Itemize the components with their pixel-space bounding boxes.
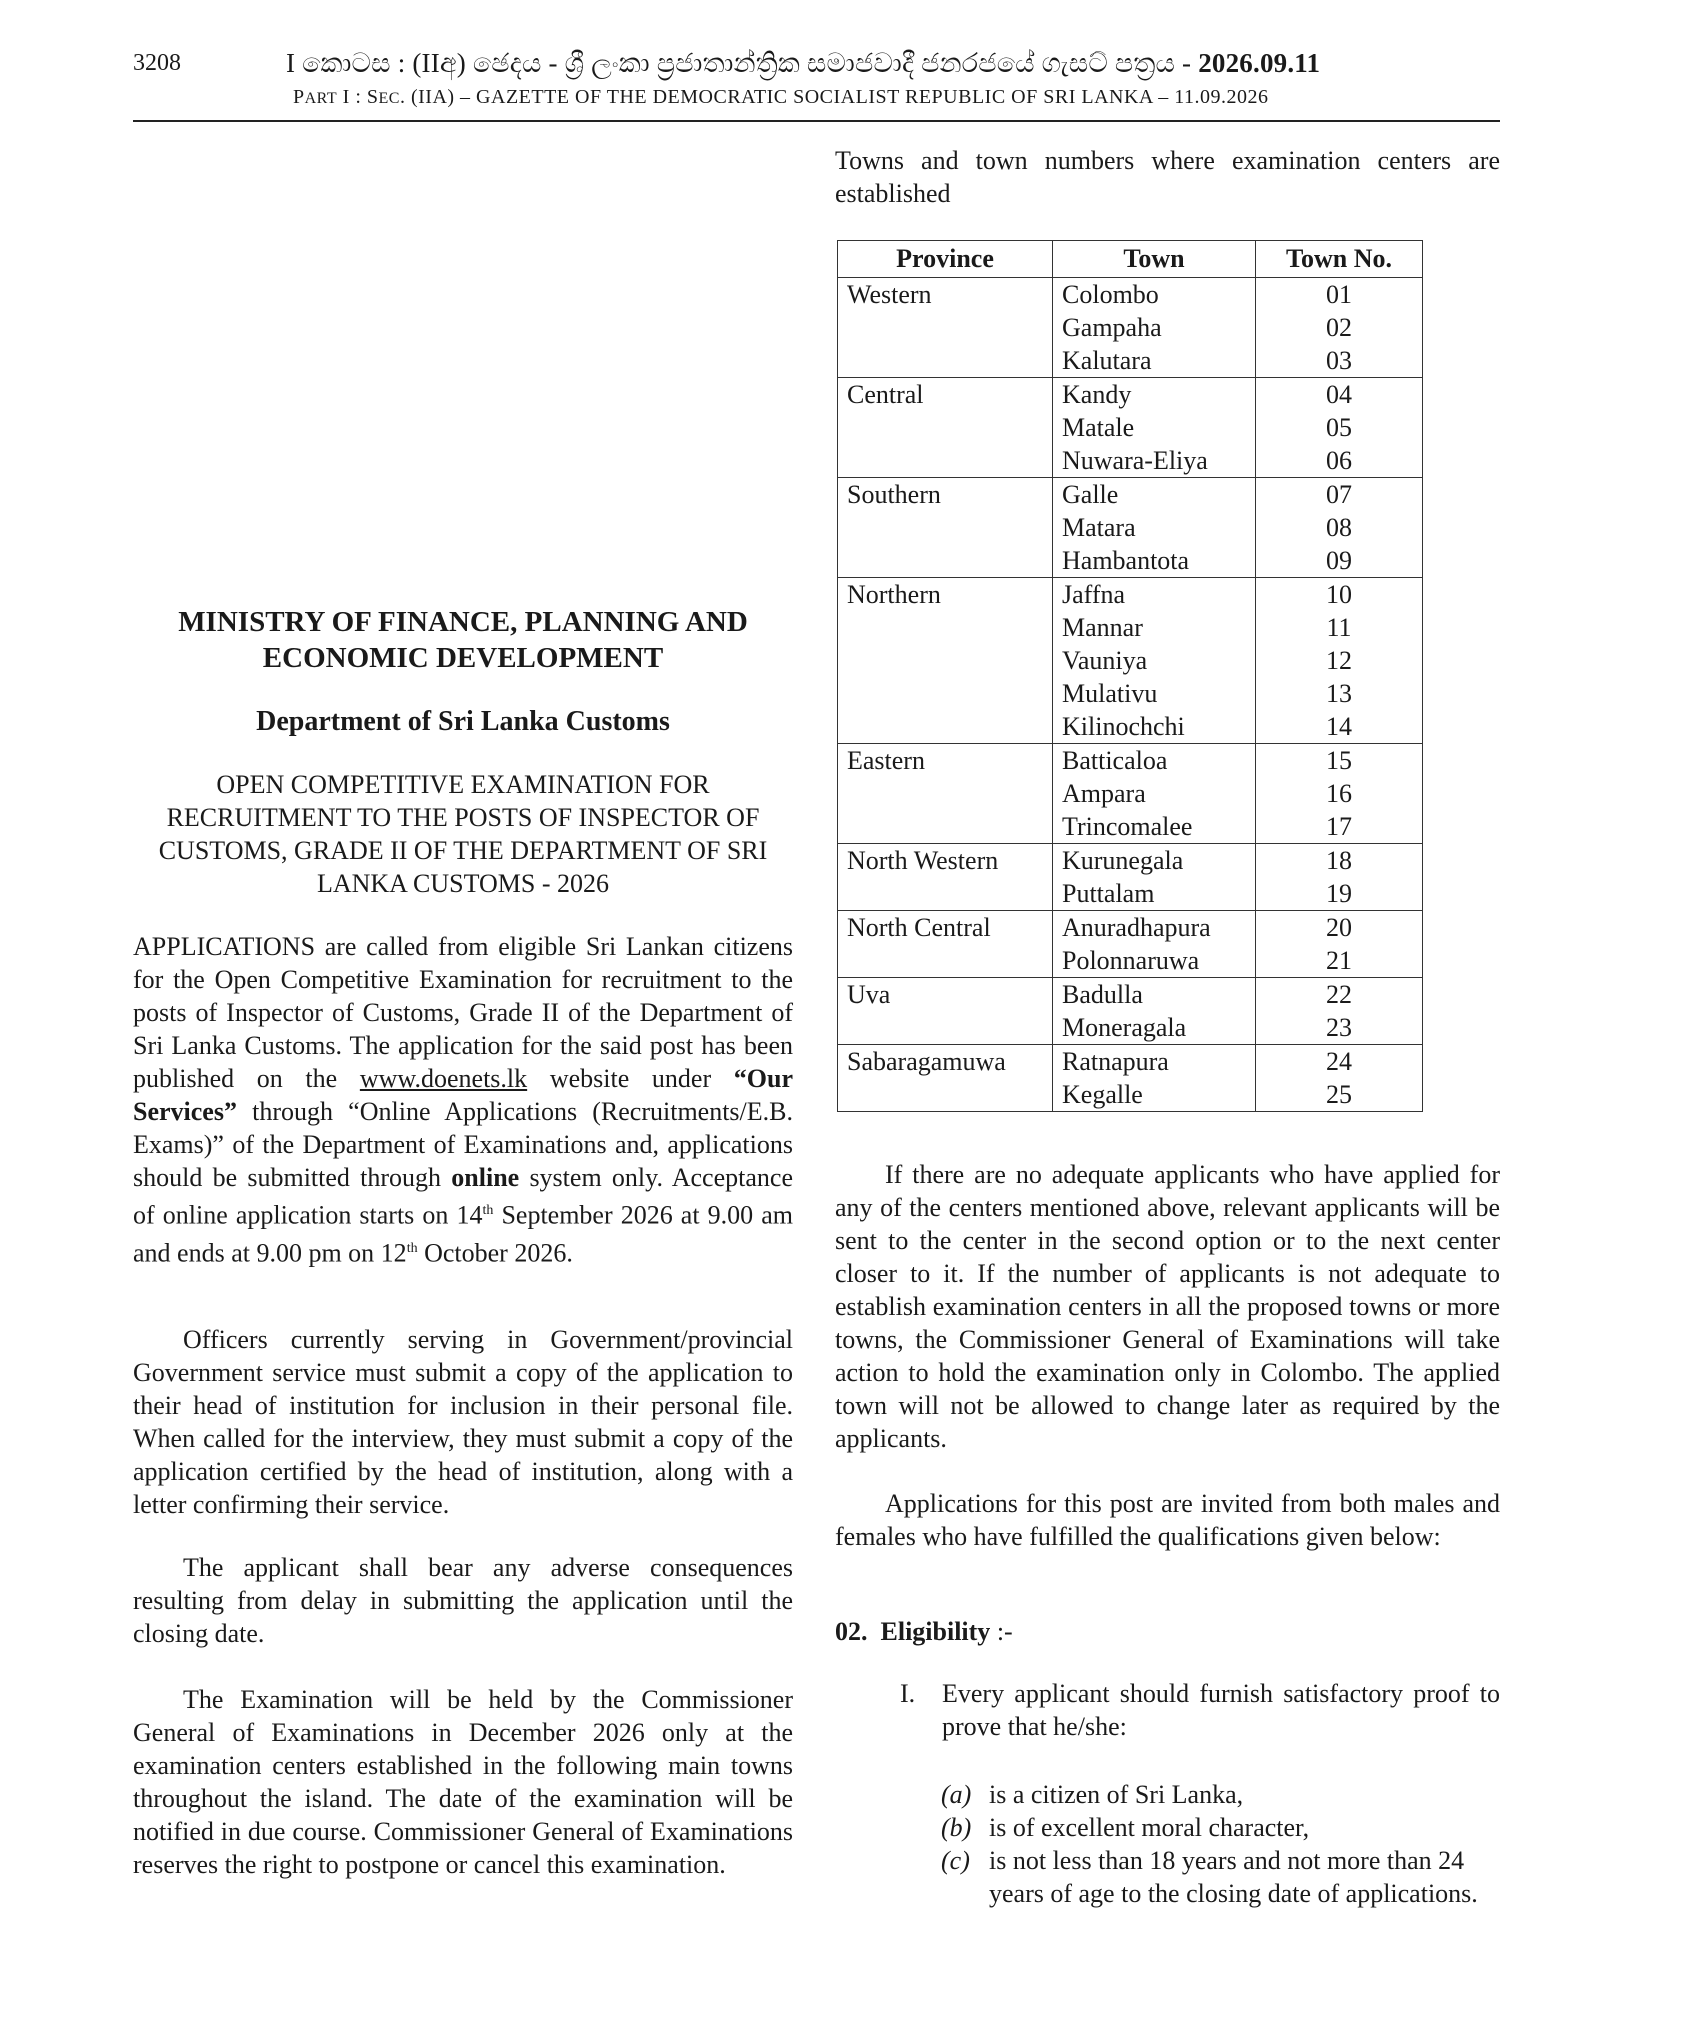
town-number-cell [1256,911,1423,978]
town-name: Badulla [1062,980,1143,1009]
subitem-text: is of excellent moral character, [989,1813,1310,1842]
subitem-label: (a) [941,1780,972,1809]
ministry-title-line2: ECONOMIC DEVELOPMENT [262,642,664,674]
town-name: Hambantota [1062,546,1190,575]
town-name: Anuradhapura [1062,913,1211,942]
town-number: 15 [1326,746,1352,775]
town-number-cell [1256,578,1423,744]
town-number: 09 [1326,546,1352,575]
our-services-emphasis: “Our Services” [133,1064,793,1126]
town-name: Puttalam [1062,879,1155,908]
gazette-header-sinhala-date: 2026.09.11 [1198,48,1321,78]
table-row [838,844,1423,911]
province-name: North Central [847,913,991,942]
town-name: Batticaloa [1062,746,1168,775]
town-name: Polonnaruwa [1062,946,1200,975]
town-name: Nuwara-Eliya [1062,446,1208,475]
town-number: 12 [1326,646,1352,675]
town-cell [1053,1045,1256,1112]
ministry-title [133,604,793,676]
doenets-link[interactable]: www.doenets.lk [359,1064,528,1093]
town-cell [1053,378,1256,478]
town-cell [1053,578,1256,744]
town-name: Matale [1062,413,1135,442]
table-row [838,1045,1423,1112]
province-cell [838,378,1053,478]
town-number: 22 [1326,980,1352,1009]
consequences-paragraph: The applicant shall bear any adverse consequences resulting from delay in submitting the application until the closing date. [133,1553,793,1648]
table-row [838,578,1423,744]
town-number: 21 [1326,946,1352,975]
header-english-title: . (IIA) – GAZETTE OF THE DEMOCRATIC SOCIALIST REPUBLIC OF SRI LANKA – 11.09.2026 [399,86,1269,108]
ministry-title-line1: MINISTRY OF FINANCE, PLANNING AND [178,606,748,638]
town-number-cell [1256,844,1423,911]
p1-sup1: th [482,1203,494,1218]
eligibility-item-1 [900,1677,1500,1743]
town-name: Colombo [1062,280,1159,309]
town-number: 18 [1326,846,1352,875]
town-number: 24 [1326,1047,1352,1076]
subitem-text: is not less than 18 years and not more than 24 years of age to the closing date of applications. [989,1846,1478,1908]
town-name: Kegalle [1062,1080,1143,1109]
header-sec-rest: EC [378,90,400,107]
table-row [838,478,1423,578]
town-cell [1053,911,1256,978]
examination-paragraph: The Examination will be held by the Commissioner General of Examinations in December 2026 only at the examination centers established in the following main towns throughout the island. The date of the examination will be notified in due course. Commissioner General of Examinations reserves the right to postpone or cancel this examination. [133,1685,793,1879]
province-name: Central [847,380,924,409]
province-cell [838,844,1053,911]
town-number: 13 [1326,679,1352,708]
item-label: I. [900,1679,916,1708]
eligibility-title: Eligibility [880,1617,991,1646]
town-number: 11 [1326,613,1352,642]
p1-text-d: system only. Acceptance of online application starts on 14 [133,1163,793,1230]
town-number: 05 [1326,413,1352,442]
town-name: Vauniya [1062,646,1148,675]
town-cell [1053,978,1256,1045]
p1-text-c: through “Online Applications (Recruitments/E.B. Exams)” of the Department of Examinations and, applications should be submitted through [133,1097,793,1192]
invitation-paragraph: Applications for this post are invited from both males and females who have fulfilled the qualifications given below: [835,1489,1500,1551]
town-cell [1053,478,1256,578]
online-emphasis: online [451,1163,520,1192]
town-name: Trincomalee [1062,812,1193,841]
town-cell [1053,844,1256,911]
subitem-c [941,1844,1501,1910]
applications-paragraph [133,930,793,1269]
header-sec-s: S [366,86,379,108]
province-cell [838,1045,1053,1112]
subitem-label: (b) [941,1813,972,1842]
town-number-cell [1256,478,1423,578]
town-name: Galle [1062,480,1119,509]
gazette-header-english [293,86,1269,109]
town-number-cell [1256,278,1423,378]
town-number: 01 [1326,280,1352,309]
header-part-num: I : [337,86,367,108]
province-name: Western [847,280,932,309]
subitem-label: (c) [941,1846,970,1875]
town-number: 06 [1326,446,1352,475]
table-row [838,378,1423,478]
column-header-town: Town [1053,241,1256,278]
column-header-town-no: Town No. [1256,241,1423,278]
town-name: Matara [1062,513,1136,542]
town-cell [1053,278,1256,378]
province-name: North Western [847,846,999,875]
province-name: Southern [847,480,941,509]
town-number: 16 [1326,779,1352,808]
p1-text-f: October 2026. [417,1238,573,1268]
p1-text-b: website under [527,1064,734,1093]
town-number: 14 [1326,712,1352,741]
town-number: 19 [1326,879,1352,908]
province-cell [838,911,1053,978]
town-number: 17 [1326,812,1352,841]
town-number: 08 [1326,513,1352,542]
province-name: Sabaragamuwa [847,1047,1006,1076]
town-number: 02 [1326,313,1352,342]
table-header-row [838,241,1423,278]
table-row [838,911,1423,978]
table-row [838,744,1423,844]
gazette-header-sinhala [286,48,1320,80]
eligibility-suffix: :- [990,1617,1013,1646]
subitem-text: is a citizen of Sri Lanka, [989,1780,1244,1809]
exam-title: OPEN COMPETITIVE EXAMINATION FOR RECRUITMENT TO THE POSTS OF INSPECTOR OF CUSTOMS, GRADE II OF THE DEPARTMENT OF SRI LANKA CUSTOMS - 2026 [158,770,768,898]
inadequate-applicants-paragraph: If there are no adequate applicants who have applied for any of the centers mentioned above, relevant applicants will be sent to the center in the second option or to the next center closer to it. If the number of applicants is not adequate to establish examination centers in all the proposed towns or more towns, the Commissioner General of Examinations will take action to hold the examination only in Colombo. The applied town will not be allowed to change later as required by the applicants. [835,1160,1500,1453]
town-name: Gampaha [1062,313,1162,342]
province-name: Uva [847,980,891,1009]
town-name: Moneragala [1062,1013,1187,1042]
province-cell [838,578,1053,744]
town-name: Ratnapura [1062,1047,1169,1076]
town-number: 10 [1326,580,1352,609]
p1-sup2: th [406,1240,418,1256]
town-name: Mulativu [1062,679,1158,708]
page-number: 3208 [133,50,181,76]
province-cell [838,978,1053,1045]
province-cell [838,744,1053,844]
town-number-cell [1256,978,1423,1045]
town-name: Ampara [1062,779,1146,808]
header-divider [133,120,1500,122]
centers-intro: Towns and town numbers where examination centers are established [835,146,1500,208]
town-name: Mannar [1062,613,1143,642]
town-number: 20 [1326,913,1352,942]
town-cell [1053,744,1256,844]
header-part-p: P [293,86,305,108]
p1-text-e: September 2026 at 9.00 am and ends at 9.00 pm on 12 [133,1200,793,1268]
town-name: Kandy [1062,380,1132,409]
town-name: Jaffna [1062,580,1126,609]
p1-text-a: APPLICATIONS are called from eligible Sri Lankan citizens for the Open Competitive Examination for recruitment to the posts of Inspector of Customs, Grade II of the Department of Sri Lanka Customs. The application for the said post has been published on the [133,932,793,1093]
town-name: Kalutara [1062,346,1152,375]
town-name: Kurunegala [1062,846,1184,875]
table-body [838,278,1423,1112]
eligibility-heading [835,1617,1500,1647]
officers-paragraph: Officers currently serving in Government/provincial Government service must submit a copy of the application to their head of institution for inclusion in their personal file. When called for the interview, they must submit a copy of the application certified by the head of institution, along with a letter confirming their service. [133,1325,793,1519]
header-part-rest: ART [304,90,338,107]
province-name: Eastern [847,746,925,775]
gazette-header-sinhala-title: I කොටස : (IIඅ) ඡෙදය - ශ්‍රී ලංකා ප්‍රජාතාන්ත්‍රික සමාජවාදී ජනරජයේ ගැසට් පත්‍රය - [286,48,1199,78]
town-number: 03 [1326,346,1352,375]
exam-centers-table [837,240,1423,1112]
table-row [838,278,1423,378]
town-number: 23 [1326,1013,1352,1042]
town-number-cell [1256,744,1423,844]
town-number: 25 [1326,1080,1352,1109]
town-number-cell [1256,1045,1423,1112]
column-header-province: Province [838,241,1053,278]
province-cell [838,478,1053,578]
eligibility-subitems [941,1778,1501,1910]
department-title: Department of Sri Lanka Customs [256,706,670,737]
section-number: 02. [835,1617,868,1646]
town-number: 04 [1326,380,1352,409]
town-number-cell [1256,378,1423,478]
table-row [838,978,1423,1045]
subitem-b [941,1811,1501,1844]
subitem-a [941,1778,1501,1811]
item-text: Every applicant should furnish satisfactory proof to prove that he/she: [942,1679,1500,1741]
town-number: 07 [1326,480,1352,509]
town-name: Kilinochchi [1062,712,1185,741]
province-cell [838,278,1053,378]
province-name: Northern [847,580,941,609]
